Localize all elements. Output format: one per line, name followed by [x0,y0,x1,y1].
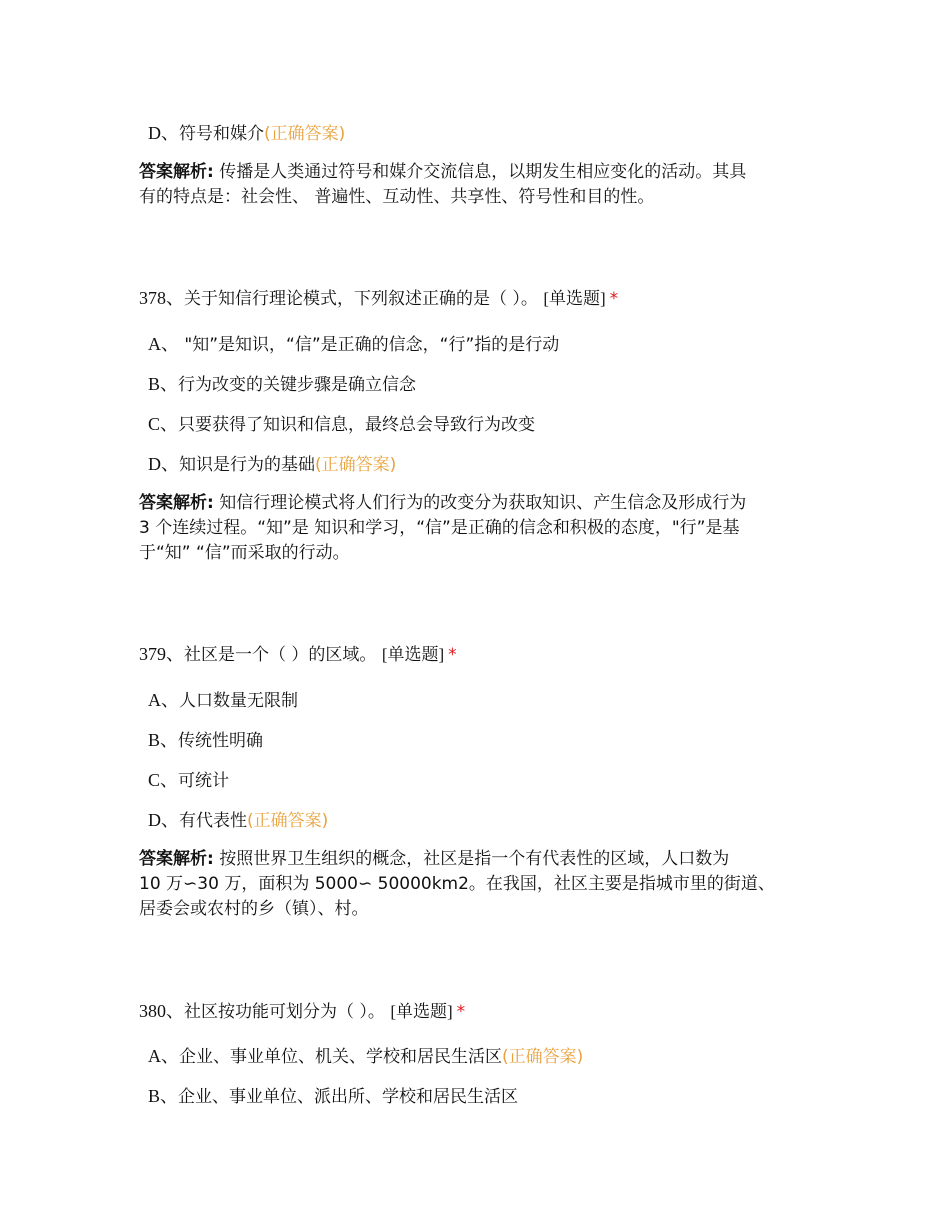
option-c [148,413,535,436]
option-text: 人口数量无限制 [179,691,298,711]
option-b [148,373,416,396]
question-text: 关于知信行理论模式，下列叙述正确的是（ ）。 [184,289,538,309]
required-asterisk: * [448,645,457,665]
analysis-line: 于“知” “信”而采取的行动。 [139,543,350,563]
answer-analysis [139,491,819,566]
option-d [148,453,396,476]
question-text: 社区是一个（ ）的区域。 [184,645,377,665]
question-379 [139,643,457,666]
option-a [148,689,298,712]
option-c [148,769,229,792]
option-text: 有代表性 [179,811,247,831]
question-380 [139,1000,465,1023]
correct-answer-mark: (正确答案) [264,124,346,144]
answer-analysis [139,847,819,922]
question-number: 380、 [139,1001,184,1021]
option-text: 知识是行为的基础 [179,455,315,475]
answer-analysis [139,160,819,210]
option-text: 只要获得了知识和信息，最终总会导致行为改变 [178,415,536,435]
required-asterisk: * [609,289,619,309]
analysis-line: 知信行理论模式将人们行为的改变分为获取知识、产生信念及形成行为 [219,493,747,513]
analysis-line: 10 万∽30 万，面积为 5000∽ 50000km2。在我国，社区主要是指城市里的街道、 [139,874,775,894]
option-letter: D、 [148,123,179,143]
option-text: "知”是知识，“信”是正确的信念，“行”指的是行动 [179,335,560,355]
correct-answer-mark: (正确答案) [247,811,329,831]
correct-answer-mark: (正确答案) [315,455,397,475]
question-text: 社区按功能可划分为（ ）。 [184,1002,385,1022]
option-text: 可统计 [178,771,230,791]
option-a [148,333,559,356]
analysis-label: 答案解析: [139,849,214,869]
option-a [148,1045,583,1068]
option-d [148,122,345,145]
option-letter: D、 [148,810,179,830]
analysis-line: 传播是人类通过符号和媒介交流信息，以期发生相应变化的活动。其具 [219,162,747,182]
analysis-label: 答案解析: [139,162,214,182]
option-text: 符号和媒介 [179,124,264,144]
analysis-line: 有的特点是：社会性、 普遍性、互动性、共享性、符号性和目的性。 [139,187,655,207]
option-letter: C、 [148,770,179,790]
required-asterisk: * [456,1002,466,1022]
option-text: 传统性明确 [178,731,264,751]
question-number: 379、 [139,644,184,664]
option-letter: D、 [148,454,179,474]
option-letter: A、 [148,690,179,710]
analysis-line: 按照世界卫生组织的概念，社区是指一个有代表性的区域，人口数为 [219,849,730,869]
question-type-tag: [单选题] [543,289,606,308]
question-378 [139,287,618,310]
option-b [148,1085,518,1108]
analysis-line: 居委会或农村的乡（镇）、村。 [139,899,369,919]
analysis-label: 答案解析: [139,493,214,513]
option-b [148,729,263,752]
question-type-tag: [单选题] [390,1002,453,1021]
option-letter: A、 [148,1046,179,1066]
option-letter: C、 [148,414,179,434]
correct-answer-mark: (正确答案) [502,1047,584,1067]
analysis-line: 3 个连续过程。“知”是 知识和学习，“信”是正确的信念和积极的态度，"行”是基 [139,518,740,538]
option-text: 企业、事业单位、派出所、学校和居民生活区 [178,1087,519,1107]
option-letter: A、 [148,334,179,354]
question-type-tag: [单选题] [381,645,445,664]
option-letter: B、 [148,1086,179,1106]
option-d [148,809,328,832]
question-number: 378、 [139,288,184,308]
option-letter: B、 [148,374,179,394]
option-text: 行为改变的关键步骤是确立信念 [178,375,417,395]
option-text: 企业、事业单位、机关、学校和居民生活区 [179,1047,502,1067]
option-letter: B、 [148,730,179,750]
